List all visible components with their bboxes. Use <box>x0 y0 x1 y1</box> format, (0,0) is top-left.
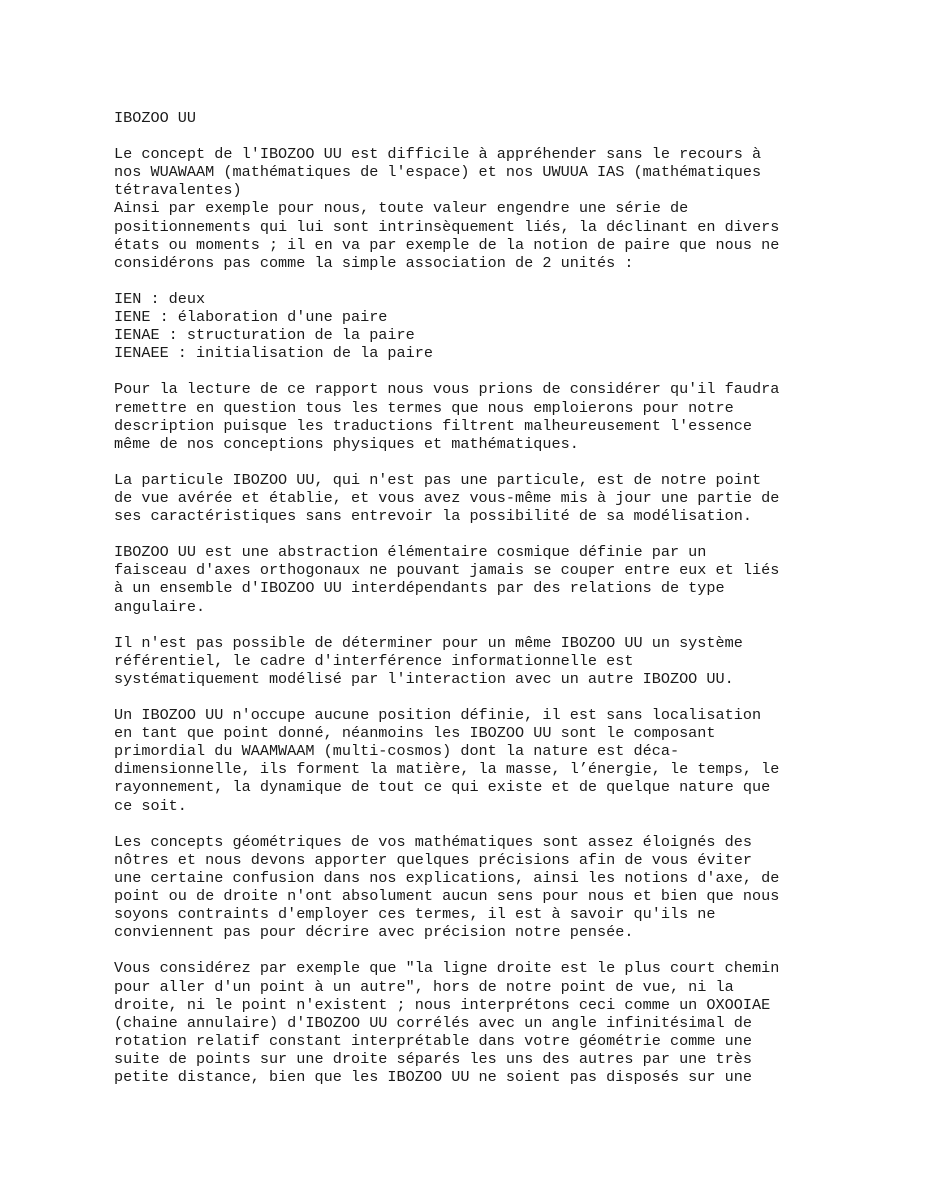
text-line: positionnements qui lui sont intrinsèquement liés, la déclinant en divers <box>114 217 780 236</box>
text-line: primordial du WAAMWAAM (multi-cosmos) dont la nature est déca- <box>114 742 680 761</box>
text-line: en tant que point donné, néanmoins les IBOZOO UU sont le composant <box>114 724 716 743</box>
paragraph-gap <box>114 272 814 290</box>
definition-item: IENAE : structuration de la paire <box>114 326 415 345</box>
paragraph-gap <box>114 362 814 380</box>
text-line: une certaine confusion dans nos explications, ainsi les notions d'axe, de <box>114 868 780 887</box>
text-line: nos WUAWAAM (mathématiques de l'espace) et nos UWUUA IAS (mathématiques <box>114 163 762 182</box>
text-line: à un ensemble d'IBOZOO UU interdépendants par des relations de type <box>114 579 725 598</box>
text-line: Le concept de l'IBOZOO UU est difficile à appréhender sans le recours à <box>114 145 762 164</box>
text-line: soyons contraints d'employer ces termes, il est à savoir qu'ils ne <box>114 905 716 924</box>
text-line: Un IBOZOO UU n'occupe aucune position définie, il est sans localisation <box>114 706 762 725</box>
text-line: (chaine annulaire) d'IBOZOO UU corrélés avec un angle infinitésimal de <box>114 1013 752 1032</box>
paragraph-gap <box>114 616 814 634</box>
paragraph-referential <box>114 634 814 688</box>
text-line: Pour la lecture de ce rapport nous vous prions de considérer qu'il faudra <box>114 380 780 399</box>
text-line: états ou moments ; il en va par exemple de la notion de paire que nous ne <box>114 235 780 254</box>
text-line: tétravalentes) <box>114 181 242 200</box>
text-line: référentiel, le cadre d'interférence informationnelle est <box>114 651 634 670</box>
text-line: Ainsi par exemple pour nous, toute valeur engendre une série de <box>114 199 689 218</box>
paragraph-gap <box>114 127 814 145</box>
paragraph-gap <box>114 941 814 959</box>
text-line: systématiquement modélisé par l'interaction avec un autre IBOZOO UU. <box>114 669 734 688</box>
text-line: remettre en question tous les termes que nous emploierons pour notre <box>114 398 734 417</box>
text-line: Vous considérez par exemple que "la ligne droite est le plus court chemin <box>114 959 780 978</box>
paragraph-reading-note <box>114 380 814 452</box>
text-line: La particule IBOZOO UU, qui n'est pas une particule, est de notre point <box>114 470 762 489</box>
definition-item: IENE : élaboration d'une paire <box>114 308 388 327</box>
text-line: pour aller d'un point à un autre", hors de notre point de vue, ni la <box>114 977 734 996</box>
text-line: Il n'est pas possible de déterminer pour un même IBOZOO UU un système <box>114 633 743 652</box>
paragraph-particle <box>114 471 814 525</box>
text-line: petite distance, bien que les IBOZOO UU ne soient pas disposés sur une <box>114 1067 752 1086</box>
text-line: nôtres et nous devons apporter quelques précisions afin de vous éviter <box>114 850 752 869</box>
paragraph-geometry <box>114 833 814 942</box>
paragraph-gap <box>114 525 814 543</box>
definition-item: IENAEE : initialisation de la paire <box>114 344 433 363</box>
document-title: IBOZOO UU <box>114 109 197 127</box>
text-line: conviennent pas pour décrire avec précision notre pensée. <box>114 923 634 942</box>
text-line: de vue avérée et établie, et vous avez vous-même mis à jour une partie de <box>114 488 780 507</box>
paragraph-definitions-list <box>114 290 814 362</box>
text-line: rotation relatif constant interprétable dans votre géométrie comme une <box>114 1031 752 1050</box>
text-line: IBOZOO UU est une abstraction élémentaire cosmique définie par un <box>114 543 707 562</box>
definition-item: IEN : deux <box>114 289 206 308</box>
paragraph-intro <box>114 145 814 272</box>
text-line: ses caractéristiques sans entrevoir la possibilité de sa modélisation. <box>114 507 752 526</box>
text-line: angulaire. <box>114 597 206 616</box>
paragraph-gap <box>114 453 814 471</box>
text-line: considérons pas comme la simple association de 2 unités : <box>114 253 634 272</box>
text-line: point ou de droite n'ont absolument aucun sens pour nous et bien que nous <box>114 887 780 906</box>
document-page <box>114 109 814 1086</box>
paragraph-gap <box>114 688 814 706</box>
paragraph-gap <box>114 815 814 833</box>
text-line: droite, ni le point n'existent ; nous interprétons ceci comme un OXOOIAE <box>114 995 771 1014</box>
text-line: suite de points sur une droite séparés les uns des autres par une très <box>114 1049 752 1068</box>
text-line: ce soit. <box>114 796 187 815</box>
text-line: rayonnement, la dynamique de tout ce qui existe et de quelque nature que <box>114 778 771 797</box>
paragraph-straight-line <box>114 959 814 1086</box>
text-line: description puisque les traductions filtrent malheureusement l'essence <box>114 416 752 435</box>
text-line: faisceau d'axes orthogonaux ne pouvant jamais se couper entre eux et liés <box>114 561 780 580</box>
text-line: même de nos conceptions physiques et mathématiques. <box>114 434 579 453</box>
text-line: dimensionnelle, ils forment la matière, la masse, l’énergie, le temps, le <box>114 760 780 779</box>
text-line: Les concepts géométriques de vos mathématiques sont assez éloignés des <box>114 832 752 851</box>
paragraph-position <box>114 706 814 815</box>
paragraph-abstraction <box>114 543 814 615</box>
